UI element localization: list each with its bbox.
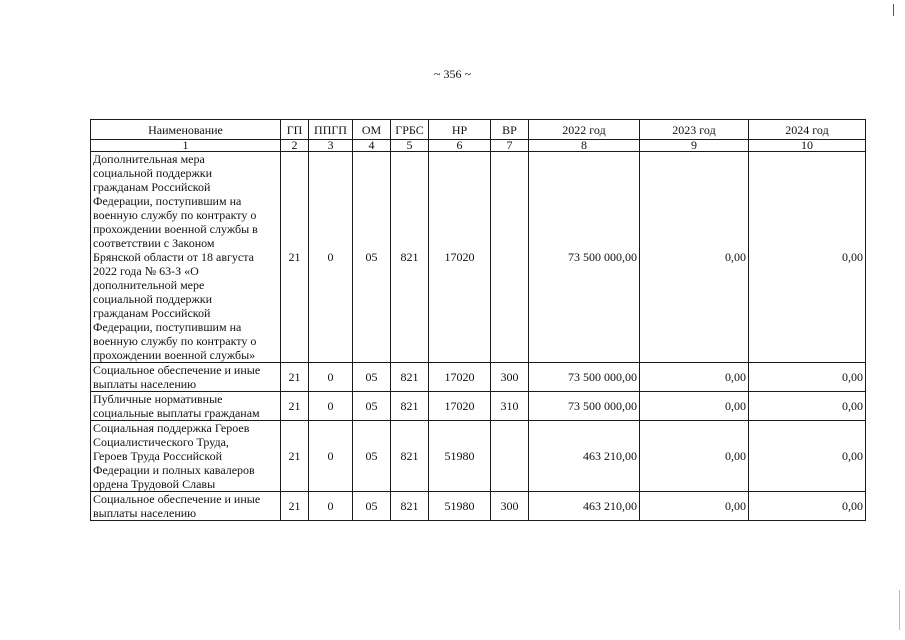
header-om: ОМ xyxy=(353,120,391,140)
cell-name-line: Социальная поддержка Героев xyxy=(93,421,250,435)
cell-2022: 73 500 000,00 xyxy=(529,363,640,392)
table-row xyxy=(91,152,866,363)
cell-2023: 0,00 xyxy=(640,492,749,521)
header-grbs: ГРБС xyxy=(391,120,429,140)
cell-name-line: Социальное обеспечение и иные xyxy=(93,492,261,506)
cell-ppgp: 0 xyxy=(309,392,353,421)
cell-grbs: 821 xyxy=(391,152,429,363)
cell-grbs: 821 xyxy=(391,421,429,492)
header-2023: 2023 год xyxy=(640,120,749,140)
column-number: 9 xyxy=(640,140,749,152)
table-row xyxy=(91,392,866,421)
cell-ppgp: 0 xyxy=(309,421,353,492)
cell-vr xyxy=(491,152,529,363)
cell-2024: 0,00 xyxy=(749,421,866,492)
cell-gp: 21 xyxy=(281,421,309,492)
cell-np: 17020 xyxy=(429,152,491,363)
cell-name-line: военную службу по контракту о xyxy=(93,334,257,348)
cell-name-line: выплаты населению xyxy=(93,506,197,520)
cell-name-line: прохождении военной службы» xyxy=(93,348,256,362)
budget-table xyxy=(90,119,866,521)
cell-om: 05 xyxy=(353,392,391,421)
cell-2023: 0,00 xyxy=(640,152,749,363)
cell-name xyxy=(91,363,281,392)
column-number: 10 xyxy=(749,140,866,152)
cell-name-line: ордена Трудовой Славы xyxy=(93,477,216,491)
cell-2023: 0,00 xyxy=(640,363,749,392)
cell-np: 17020 xyxy=(429,392,491,421)
cell-name-line: Героев Труда Российской xyxy=(93,449,223,463)
cell-name-line: Федерации и полных кавалеров xyxy=(93,463,255,477)
cell-2022: 73 500 000,00 xyxy=(529,392,640,421)
cell-ppgp: 0 xyxy=(309,152,353,363)
header-ppgp: ППГП xyxy=(309,120,353,140)
cell-name-line: Социалистического Труда, xyxy=(93,435,229,449)
cell-vr: 300 xyxy=(491,492,529,521)
cell-name-line: социальной поддержки xyxy=(93,292,213,306)
cell-2023: 0,00 xyxy=(640,392,749,421)
cell-np: 51980 xyxy=(429,421,491,492)
cell-name xyxy=(91,421,281,492)
cell-name-line: военную службу по контракту о xyxy=(93,208,257,222)
cell-ppgp: 0 xyxy=(309,492,353,521)
cell-grbs: 821 xyxy=(391,492,429,521)
cell-name-line: Федерации, поступившим на xyxy=(93,194,242,208)
page-number: ~ 356 ~ xyxy=(434,67,471,81)
header-vr: ВР xyxy=(491,120,529,140)
cell-name-line: Брянской области от 18 августа xyxy=(93,250,254,264)
column-number: 3 xyxy=(309,140,353,152)
cell-om: 05 xyxy=(353,421,391,492)
column-number: 8 xyxy=(529,140,640,152)
cell-vr: 310 xyxy=(491,392,529,421)
column-number: 5 xyxy=(391,140,429,152)
column-number: 7 xyxy=(491,140,529,152)
cell-2022: 463 210,00 xyxy=(529,492,640,521)
cell-np: 51980 xyxy=(429,492,491,521)
scan-edge-mark-top xyxy=(893,4,894,16)
cell-name-line: социальной поддержки xyxy=(93,166,213,180)
cell-grbs: 821 xyxy=(391,363,429,392)
cell-name xyxy=(91,392,281,421)
column-number: 6 xyxy=(429,140,491,152)
table-row xyxy=(91,492,866,521)
cell-np: 17020 xyxy=(429,363,491,392)
cell-2024: 0,00 xyxy=(749,363,866,392)
header-row xyxy=(91,120,866,140)
cell-grbs: 821 xyxy=(391,392,429,421)
cell-name-line: Дополнительная мера xyxy=(93,152,205,166)
cell-vr xyxy=(491,421,529,492)
cell-om: 05 xyxy=(353,152,391,363)
cell-2024: 0,00 xyxy=(749,492,866,521)
cell-om: 05 xyxy=(353,492,391,521)
cell-name-line: выплаты населению xyxy=(93,377,197,391)
cell-name-line: соответствии с Законом xyxy=(93,236,215,250)
cell-name-line: 2022 года № 63-З «О xyxy=(93,264,199,278)
cell-om: 05 xyxy=(353,363,391,392)
cell-name-line: Публичные нормативные xyxy=(93,392,223,406)
table-row xyxy=(91,363,866,392)
cell-2023: 0,00 xyxy=(640,421,749,492)
cell-2022: 73 500 000,00 xyxy=(529,152,640,363)
header-2022: 2022 год xyxy=(529,120,640,140)
cell-name-line: гражданам Российской xyxy=(93,180,211,194)
cell-name xyxy=(91,492,281,521)
header-name: Наименование xyxy=(91,120,281,140)
table-row xyxy=(91,421,866,492)
header-np: НР xyxy=(429,120,491,140)
scan-edge-mark-bottom xyxy=(899,590,900,630)
column-number-row xyxy=(91,140,866,152)
header-gp: ГП xyxy=(281,120,309,140)
cell-name-line: прохождении военной службы в xyxy=(93,222,258,236)
column-number: 4 xyxy=(353,140,391,152)
cell-gp: 21 xyxy=(281,363,309,392)
cell-name xyxy=(91,152,281,363)
cell-name-line: Федерации, поступившим на xyxy=(93,320,242,334)
cell-gp: 21 xyxy=(281,492,309,521)
column-number: 1 xyxy=(91,140,281,152)
header-2024: 2024 год xyxy=(749,120,866,140)
cell-2024: 0,00 xyxy=(749,152,866,363)
cell-name-line: Социальное обеспечение и иные xyxy=(93,363,261,377)
cell-vr: 300 xyxy=(491,363,529,392)
column-number: 2 xyxy=(281,140,309,152)
cell-2024: 0,00 xyxy=(749,392,866,421)
cell-gp: 21 xyxy=(281,152,309,363)
cell-name-line: социальные выплаты гражданам xyxy=(93,406,260,420)
cell-ppgp: 0 xyxy=(309,363,353,392)
cell-name-line: гражданам Российской xyxy=(93,306,211,320)
cell-name-line: дополнительной мере xyxy=(93,278,205,292)
cell-gp: 21 xyxy=(281,392,309,421)
cell-2022: 463 210,00 xyxy=(529,421,640,492)
